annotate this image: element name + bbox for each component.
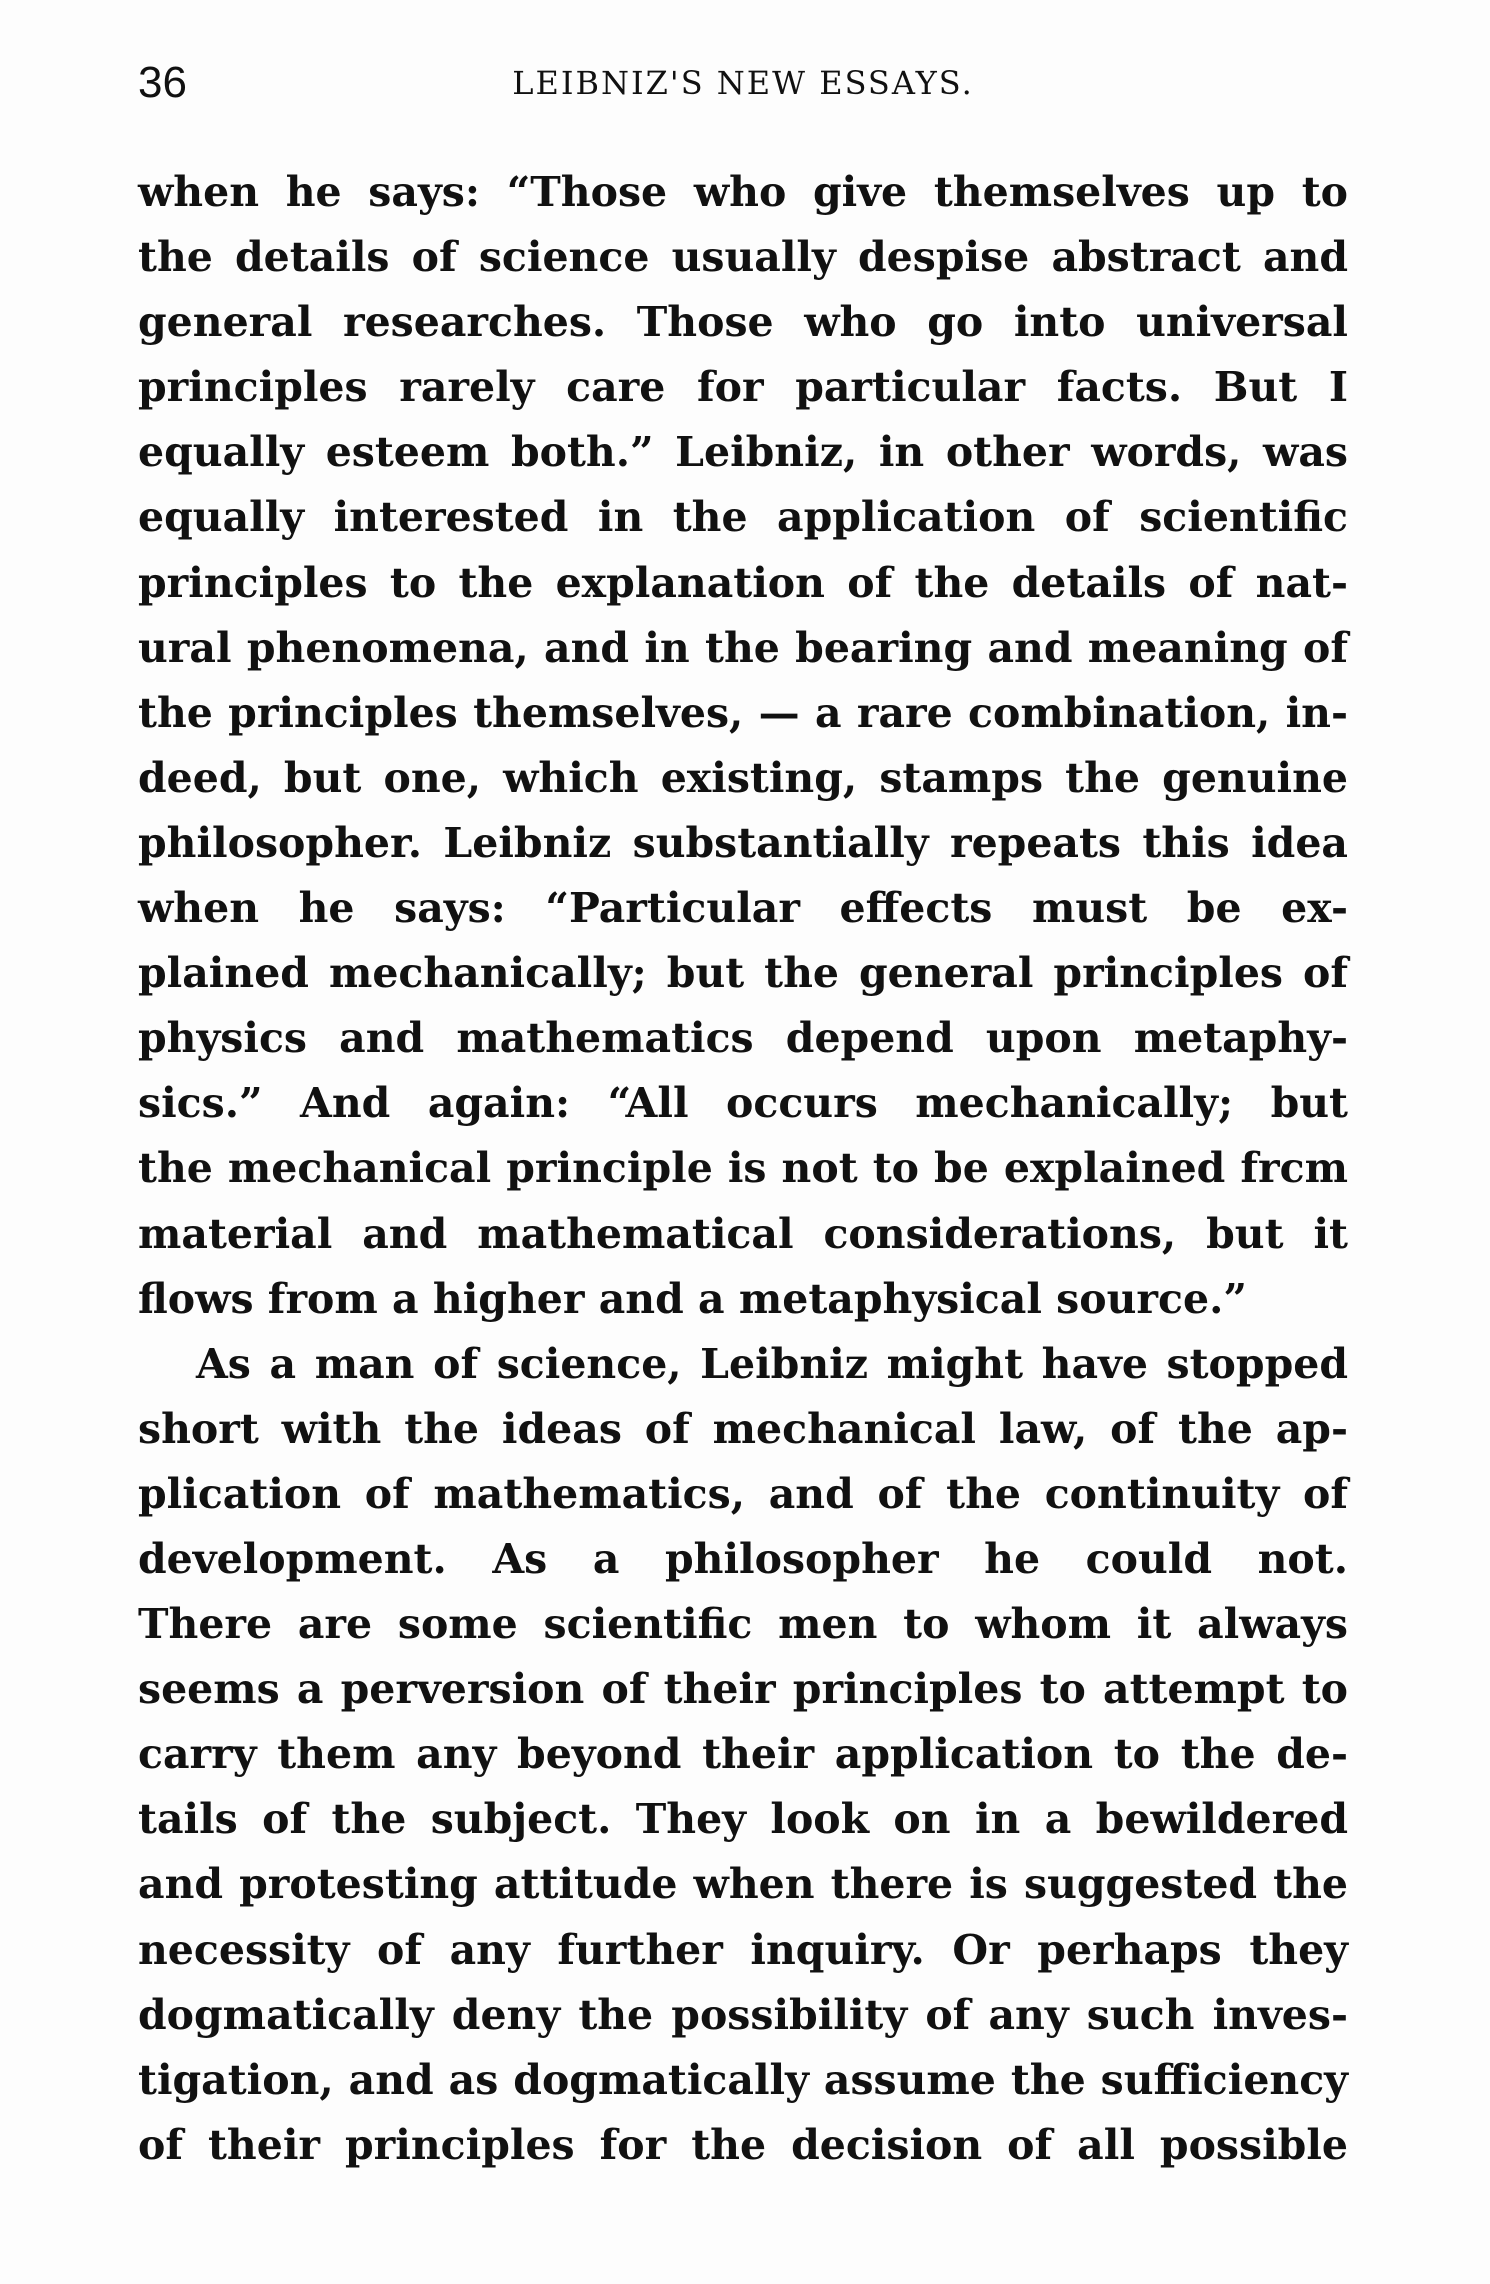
text-line: material and mathematical considerations, but it xyxy=(138,1209,1348,1258)
text-line: plication of mathematics, and of the continuity of xyxy=(138,1469,1348,1518)
text-line: dogmatically deny the possibility of any such inves- xyxy=(138,1990,1348,2039)
text-line: carry them any beyond their application to the de- xyxy=(138,1730,1348,1779)
text-line: philosopher. Leibniz substantially repeats this idea xyxy=(138,818,1348,867)
text-line: the mechanical principle is not to be explained frcm xyxy=(138,1144,1348,1193)
text-line: tigation, and as dogmatically assume the sufficiency xyxy=(138,2055,1348,2104)
text-line: short with the ideas of mechanical law, of the ap- xyxy=(138,1404,1348,1453)
text-line: principles to the explanation of the details of nat- xyxy=(138,558,1348,607)
text-line: the details of science usually despise abstract and xyxy=(138,233,1348,282)
text-line: tails of the subject. They look on in a bewildered xyxy=(138,1795,1348,1844)
text-line: physics and mathematics depend upon metaphy- xyxy=(138,1014,1348,1063)
text-line: sics.” And again: “All occurs mechanically; but xyxy=(138,1079,1348,1128)
text-line: and protesting attitude when there is suggested the xyxy=(138,1860,1348,1909)
text-line: deed, but one, which existing, stamps the genuine xyxy=(138,753,1348,802)
text-line: plained mechanically; but the general principles of xyxy=(138,949,1348,998)
text-line: of their principles for the decision of all possible xyxy=(138,2120,1348,2169)
text-line: when he says: “Those who give themselves up to xyxy=(138,168,1348,216)
text-line: principles rarely care for particular facts. But I xyxy=(138,363,1348,412)
page-number: 36 xyxy=(138,58,187,107)
text-line: seems a perversion of their principles to attempt to xyxy=(138,1665,1348,1714)
text-line: equally interested in the application of scientific xyxy=(138,493,1348,542)
text-line: flows from a higher and a metaphysical source.” xyxy=(138,1274,1247,1323)
running-title: LEIBNIZ'S NEW ESSAYS. xyxy=(512,64,974,102)
page-header xyxy=(138,58,1348,118)
text-line: As a man of science, Leibniz might have stopped xyxy=(196,1339,1348,1388)
text-line: equally esteem both.” Leibniz, in other words, was xyxy=(138,428,1348,477)
text-line: when he says: “Particular effects must be ex- xyxy=(138,884,1348,933)
text-line: development. As a philosopher he could not. xyxy=(138,1534,1348,1583)
text-line: There are some scientific men to whom it always xyxy=(138,1600,1348,1649)
body-text xyxy=(138,160,1348,2178)
text-line: necessity of any further inquiry. Or perhaps they xyxy=(138,1925,1348,1974)
text-line: ural phenomena, and in the bearing and meaning of xyxy=(138,623,1348,672)
text-line: the principles themselves, — a rare combination, in- xyxy=(138,688,1348,737)
text-line: general researches. Those who go into universal xyxy=(138,298,1348,347)
